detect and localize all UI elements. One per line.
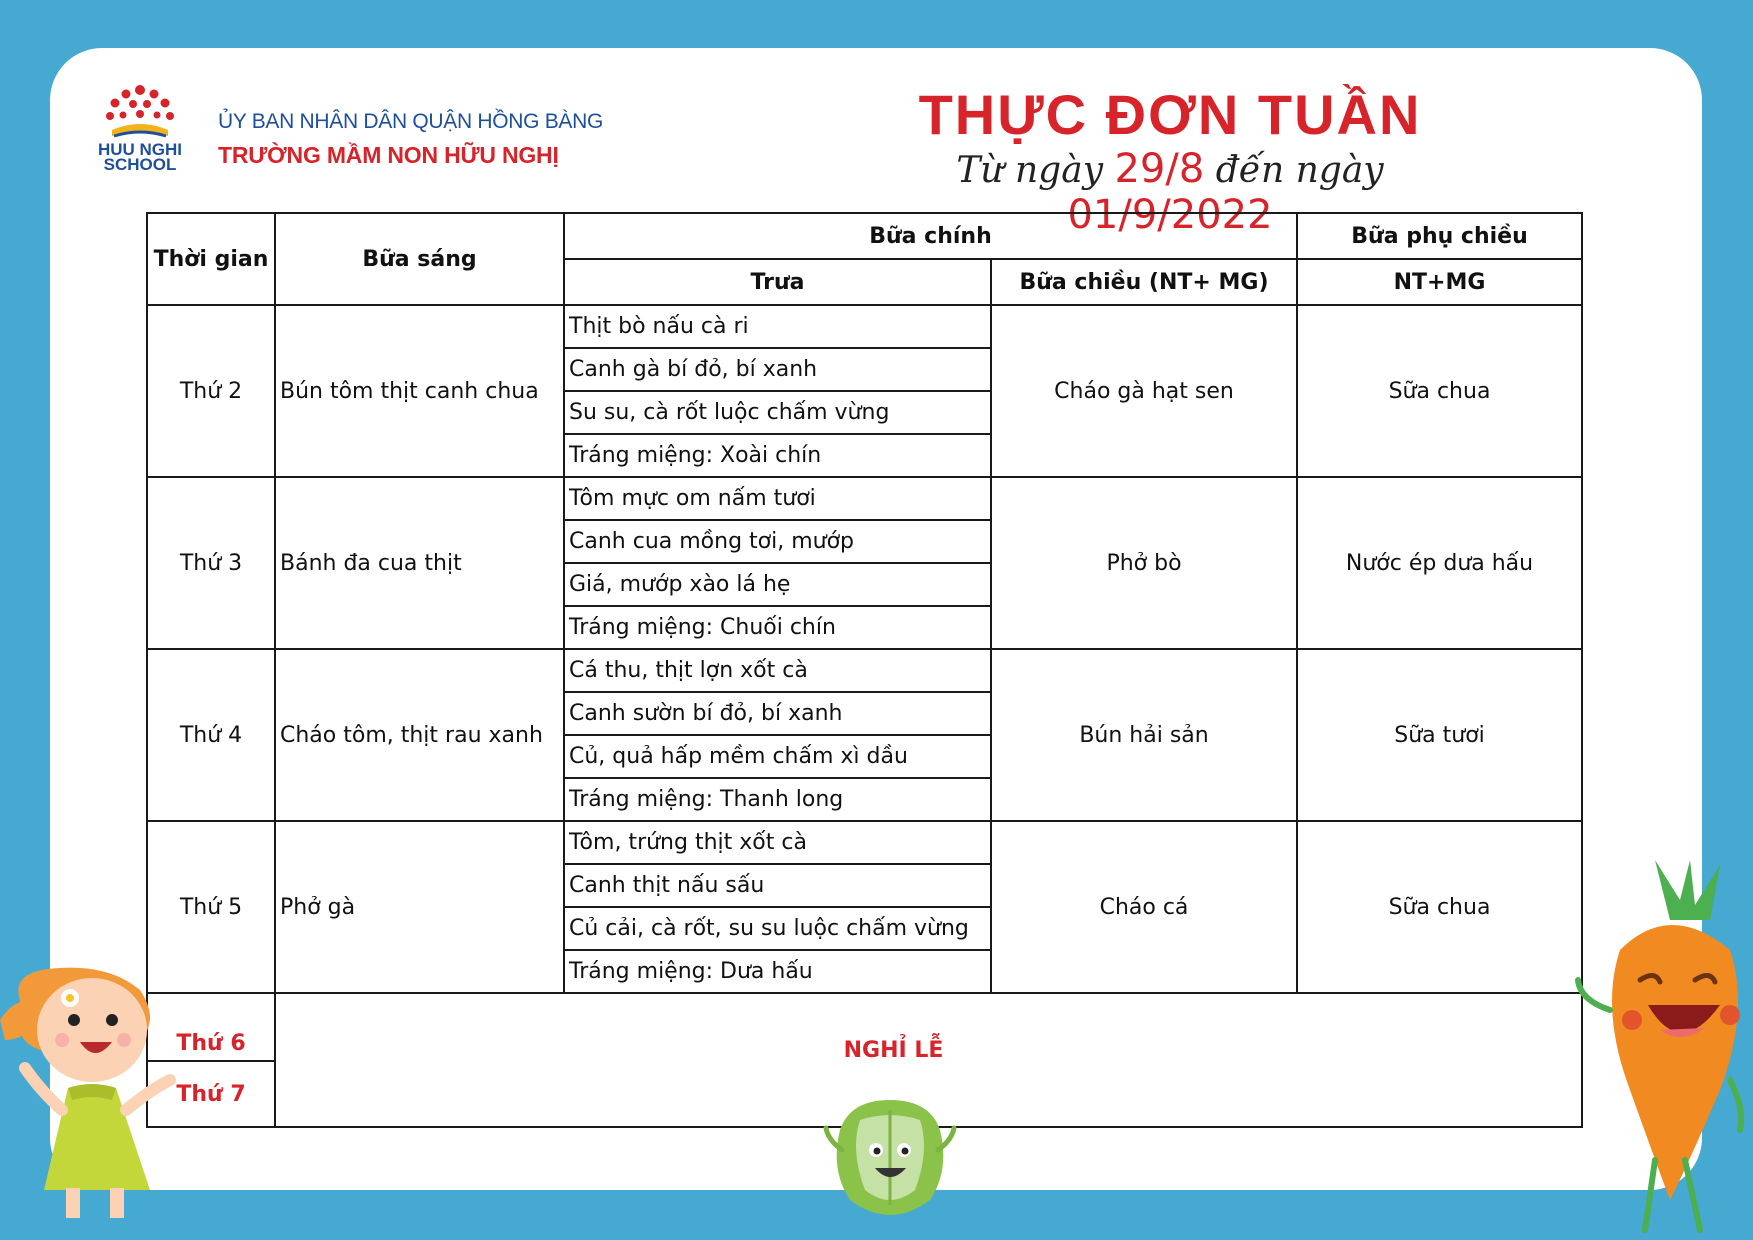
header-snack: Bữa phụ chiều bbox=[1297, 213, 1582, 259]
table-row bbox=[147, 305, 1582, 348]
day-cell: Thứ 4 bbox=[147, 649, 275, 821]
header-snack-sub: NT+MG bbox=[1297, 259, 1582, 305]
snack-cell: Sữa chua bbox=[1297, 305, 1582, 477]
lunch-item: Canh gà bí đỏ, bí xanh bbox=[564, 348, 991, 391]
page-title: THỰC ĐƠN TUẦN bbox=[918, 83, 1422, 146]
snack-cell: Nước ép dưa hấu bbox=[1297, 477, 1582, 649]
lunch-item: Tráng miệng: Chuối chín bbox=[564, 606, 991, 649]
breakfast-cell: Cháo tôm, thịt rau xanh bbox=[275, 649, 564, 821]
table-row bbox=[147, 821, 1582, 864]
day-cell-holiday: Thứ 7 bbox=[147, 1061, 275, 1127]
lunch-item: Tráng miệng: Dưa hấu bbox=[564, 950, 991, 993]
lunch-item: Tôm, trứng thịt xốt cà bbox=[564, 821, 991, 864]
lunch-item: Canh thịt nấu sấu bbox=[564, 864, 991, 907]
day-cell: Thứ 3 bbox=[147, 477, 275, 649]
lettuce-character bbox=[820, 1090, 960, 1240]
date-prefix: Từ ngày bbox=[956, 150, 1104, 191]
org-district: ỦY BAN NHÂN DÂN QUẬN HỒNG BÀNG bbox=[218, 110, 604, 133]
lunch-item: Củ, quả hấp mềm chấm xì dầu bbox=[564, 735, 991, 778]
lunch-item: Tráng miệng: Thanh long bbox=[564, 778, 991, 821]
weekly-menu-table bbox=[146, 212, 1583, 1128]
breakfast-cell: Bún tôm thịt canh chua bbox=[275, 305, 564, 477]
table-row bbox=[147, 477, 1582, 520]
header-time: Thời gian bbox=[147, 213, 275, 305]
date-from: 29/8 bbox=[1114, 146, 1205, 192]
lunch-item: Canh sườn bí đỏ, bí xanh bbox=[564, 692, 991, 735]
lunch-item: Canh cua mồng tơi, mướp bbox=[564, 520, 991, 563]
snack-cell: Sữa chua bbox=[1297, 821, 1582, 993]
header-afternoon: Bữa chiều (NT+ MG) bbox=[991, 259, 1297, 305]
afternoon-cell: Bún hải sản bbox=[991, 649, 1297, 821]
carrot-character bbox=[1560, 860, 1753, 1240]
header-main-meal: Bữa chính bbox=[564, 213, 1297, 259]
lunch-item: Su su, cà rốt luộc chấm vừng bbox=[564, 391, 991, 434]
lunch-item: Tôm mực om nấm tươi bbox=[564, 477, 991, 520]
table-row bbox=[147, 649, 1582, 692]
header-breakfast: Bữa sáng bbox=[275, 213, 564, 305]
lunch-item: Giá, mướp xào lá hẹ bbox=[564, 563, 991, 606]
day-cell-holiday: Thứ 6 bbox=[147, 993, 275, 1061]
logo-text-line2: SCHOOL bbox=[103, 155, 177, 174]
breakfast-cell: Bánh đa cua thịt bbox=[275, 477, 564, 649]
snack-cell: Sữa tươi bbox=[1297, 649, 1582, 821]
date-to: 01/9/2022 bbox=[1067, 192, 1273, 238]
date-mid: đến ngày bbox=[1215, 150, 1384, 191]
afternoon-cell: Cháo gà hạt sen bbox=[991, 305, 1297, 477]
lunch-item: Củ cải, cà rốt, su su luộc chấm vừng bbox=[564, 907, 991, 950]
org-school: TRƯỜNG MẦM NON HỮU NGHỊ bbox=[218, 142, 559, 168]
afternoon-cell: Cháo cá bbox=[991, 821, 1297, 993]
table-row bbox=[147, 993, 1582, 1061]
afternoon-cell: Phở bò bbox=[991, 477, 1297, 649]
header-lunch: Trưa bbox=[564, 259, 991, 305]
breakfast-cell: Phở gà bbox=[275, 821, 564, 993]
girl-illustration bbox=[0, 960, 190, 1220]
logo-text-line1: HUU NGHI bbox=[97, 140, 183, 159]
lunch-item: Thịt bò nấu cà ri bbox=[564, 305, 991, 348]
day-cell: Thứ 2 bbox=[147, 305, 275, 477]
holiday-label: NGHỈ LỄ bbox=[843, 1038, 944, 1063]
lunch-item: Cá thu, thịt lợn xốt cà bbox=[564, 649, 991, 692]
day-cell: Thứ 5 bbox=[147, 821, 275, 993]
lunch-item: Tráng miệng: Xoài chín bbox=[564, 434, 991, 477]
